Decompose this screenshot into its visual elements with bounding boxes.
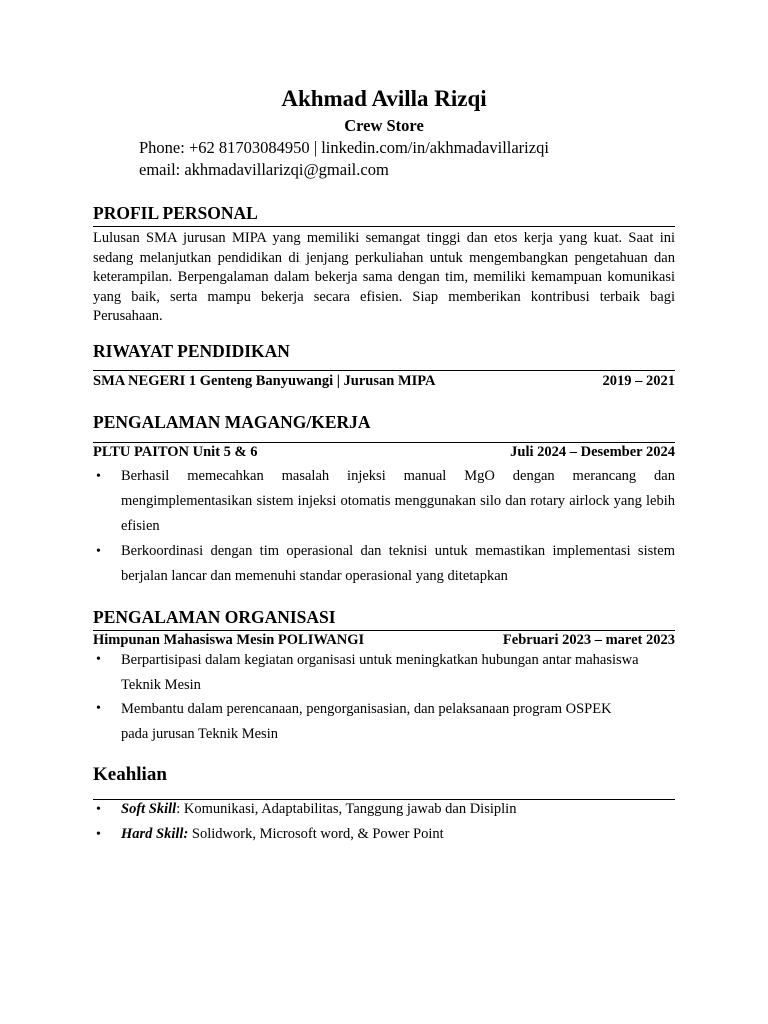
profile-divider (93, 226, 675, 227)
list-item (93, 822, 675, 847)
email-line: email: akhmadavillarizqi@gmail.com (139, 160, 389, 179)
skills-heading: Keahlian (93, 764, 167, 785)
education-years: 2019 – 2021 (602, 373, 675, 389)
contact-line: Phone: +62 81703084950 | linkedin.com/in/akhmadavillarizqi (139, 138, 549, 157)
skill-label: Hard Skill: (121, 826, 189, 842)
internship-place: PLTU PAITON Unit 5 & 6 (93, 444, 258, 460)
skill-separator: : (176, 801, 181, 817)
internship-heading: PENGALAMAN MAGANG/KERJA (93, 412, 371, 432)
job-title: Crew Store (344, 116, 424, 135)
list-item (93, 539, 675, 589)
skill-label: Soft Skill (121, 801, 177, 817)
bullet-icon: • (96, 652, 101, 667)
bullet-icon: • (96, 701, 101, 716)
list-item-text: Berkoordinasi dengan tim operasional dan teknisi untuk memastikan implementasi sistem berjalan lancar dan memenuhi standar operasional yang ditetapkan (121, 543, 675, 584)
organization-period: Februari 2023 – maret 2023 (502, 632, 675, 648)
organization-row (93, 630, 675, 650)
education-school: SMA NEGERI 1 Genteng Banyuwangi | Jurusan MIPA (93, 373, 436, 389)
list-item-text: Berpartisipasi dalam kegiatan organisasi untuk meningkatkan hubungan antar mahasiswa Teknik Mesin (121, 652, 639, 693)
skills-list (93, 797, 675, 847)
bullet-icon: • (96, 544, 101, 559)
candidate-name: Akhmad Avilla Rizqi (281, 86, 487, 111)
bullet-icon: • (96, 469, 101, 484)
list-item-text: Berhasil memecahkan masalah injeksi manual MgO dengan merancang dan mengimplementasikan sistem injeksi otomatis menggunakan silo dan rotary airlock yang lebih efisien (121, 468, 675, 534)
education-row (93, 371, 675, 391)
profile-text: Lulusan SMA jurusan MIPA yang memiliki semangat tinggi dan etos kerja yang kuat. Saat ini sedang melanjutkan pendidikan di jenjang perkuliahan untuk mengembangkan pengetahuan dan keterampilan. Berpengalaman dalam bekerja sama dengan tim, memiliki kemampuan komunikasi yang baik, serta mampu bekerja secara efisien. Siap memberikan kontribusi terbaik bagi Perusahaan. (93, 230, 675, 325)
skill-text: Solidwork, Microsoft word, & Power Point (188, 826, 444, 842)
internship-list (93, 464, 675, 589)
list-item (93, 648, 675, 697)
list-item-text: Membantu dalam perencanaan, pengorganisasian, dan pelaksanaan program OSPEK pada jurusan Teknik Mesin (121, 701, 612, 742)
bullet-icon: • (96, 802, 101, 817)
list-item (93, 697, 675, 746)
profile-heading: PROFIL PERSONAL (93, 203, 258, 223)
list-item (93, 464, 675, 539)
education-heading: RIWAYAT PENDIDIKAN (93, 341, 290, 361)
organization-heading: PENGALAMAN ORGANISASI (93, 607, 336, 627)
organization-list (93, 648, 675, 746)
internship-row (93, 442, 675, 462)
skill-text: Komunikasi, Adaptabilitas, Tanggung jawab dan Disiplin (180, 801, 517, 817)
bullet-icon: • (96, 827, 101, 842)
list-item (93, 797, 675, 822)
internship-period: Juli 2024 – Desember 2024 (510, 444, 675, 460)
organization-name: Himpunan Mahasiswa Mesin POLIWANGI (93, 632, 365, 648)
